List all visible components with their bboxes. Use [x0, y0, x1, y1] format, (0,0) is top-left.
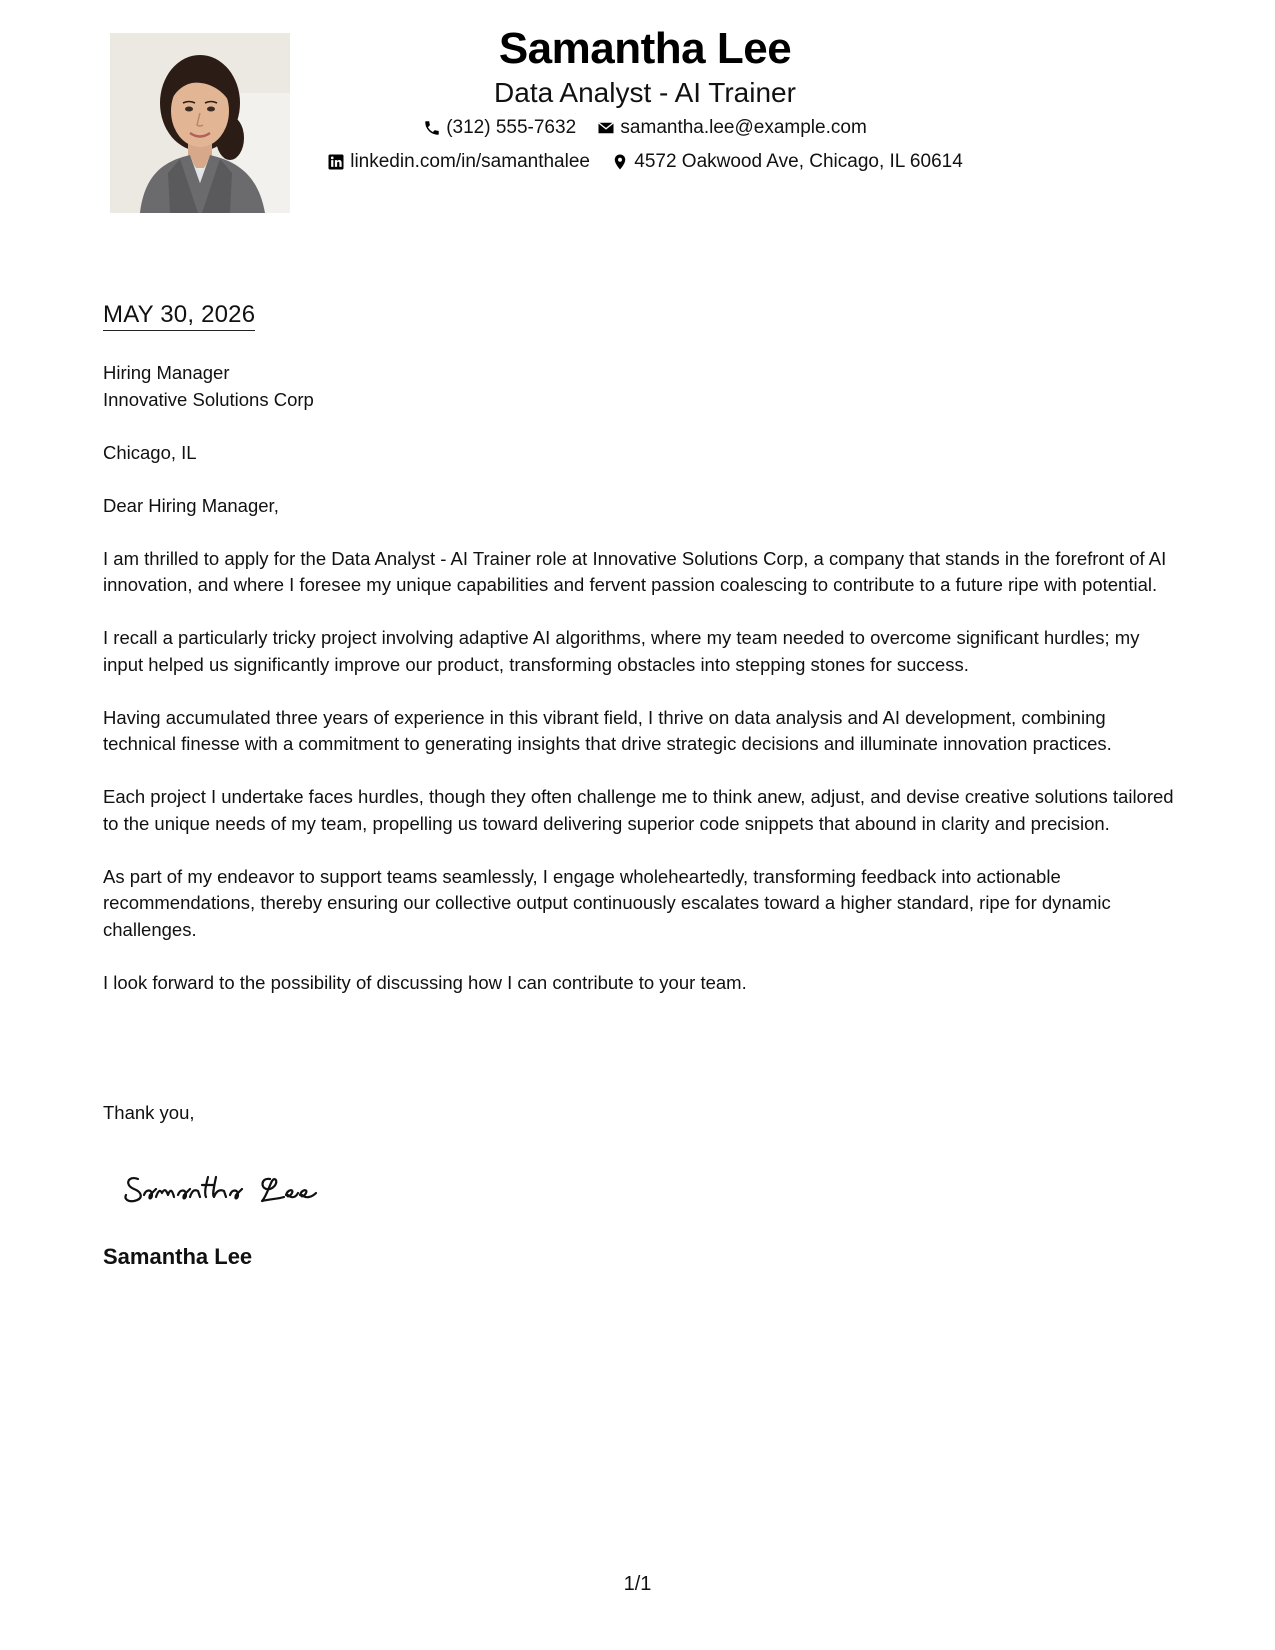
- profile-photo: [110, 33, 290, 213]
- linkedin-contact: [327, 150, 590, 174]
- envelope-icon: [597, 119, 615, 137]
- phone-contact: [423, 116, 576, 140]
- recipient-location: Chicago, IL: [103, 441, 197, 463]
- candidate-name: Samantha Lee: [498, 24, 792, 73]
- signer-name: Samantha Lee: [103, 1244, 253, 1269]
- letter-header: [300, 22, 990, 178]
- map-marker-icon: [611, 153, 629, 171]
- linkedin-icon: [327, 153, 345, 171]
- contact-line-1: [300, 116, 990, 144]
- email-contact: [597, 116, 866, 140]
- paragraph: I look forward to the possibility of discussing how I can contribute to your team.: [103, 971, 747, 993]
- paragraph: I recall a particularly tricky project involving adaptive AI algorithms, where my team needed to overcome significant hurdles; my input helped us significantly improve our product, transforming obstacles into stepping stones for success.: [103, 627, 1140, 675]
- candidate-title: Data Analyst - AI Trainer: [494, 77, 796, 108]
- salutation: Dear Hiring Manager,: [103, 494, 279, 516]
- letter-body: [103, 360, 1178, 1023]
- closing: Thank you,: [103, 1102, 195, 1123]
- paragraph: Each project I undertake faces hurdles, though they often challenge me to think anew, adjust, and devise creative solutions tailored to the unique needs of my team, propelling us toward delivering superior code snippets that abound in clarity and precision.: [103, 786, 1174, 834]
- email-address: samantha.lee@example.com: [620, 117, 867, 138]
- recipient-block: [103, 360, 1178, 413]
- paragraph: As part of my endeavor to support teams seamlessly, I engage wholeheartedly, transforming feedback into actionable recommendations, thereby ensuring our collective output continuously escalates toward a higher standard, ripe for dynamic challenges.: [103, 865, 1111, 940]
- recipient-company: Innovative Solutions Corp: [103, 388, 314, 410]
- paragraph: I am thrilled to apply for the Data Analyst - AI Trainer role at Innovative Solutions Corp, a company that stands in the forefront of AI innovation, and where I foresee my unique capabilities and fervent passion coalescing to contribute to a future ripe with potential.: [103, 547, 1167, 595]
- linkedin-url: linkedin.com/in/samanthalee: [350, 151, 590, 172]
- page-number: 1/1: [623, 1573, 652, 1595]
- recipient-name: Hiring Manager: [103, 362, 230, 383]
- phone-icon: [423, 119, 441, 137]
- signature-image: [120, 1155, 350, 1215]
- contact-line-2: [300, 150, 990, 178]
- address-contact: [611, 150, 963, 174]
- street-address: 4572 Oakwood Ave, Chicago, IL 60614: [634, 151, 963, 172]
- phone-number: (312) 555-7632: [446, 117, 577, 138]
- letter-date: MAY 30, 2026: [103, 300, 255, 331]
- paragraph: Having accumulated three years of experience in this vibrant field, I thrive on data analysis and AI development, combining technical finesse with a commitment to generating insights that drive strategic decisions and illuminate innovation practices.: [103, 706, 1112, 754]
